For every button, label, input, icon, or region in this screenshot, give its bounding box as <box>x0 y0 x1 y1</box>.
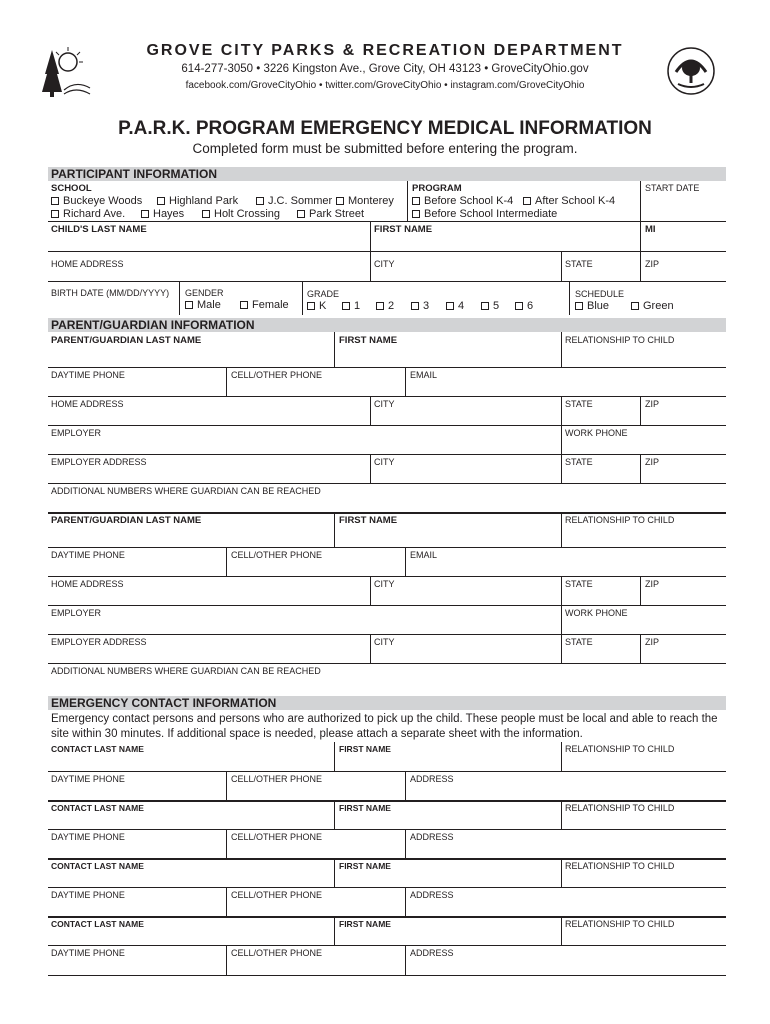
emergency-section-header: EMERGENCY CONTACT INFORMATION <box>48 696 726 710</box>
divider <box>640 634 641 663</box>
checkbox-icon <box>51 210 59 218</box>
guardian1-employer-city-field[interactable]: CITY <box>374 457 395 467</box>
school-option-park-street[interactable]: Park Street <box>297 208 364 221</box>
gender-option-female[interactable]: Female <box>240 299 289 312</box>
divider <box>405 945 406 975</box>
program-option-before-school-intermediate[interactable]: Before School Intermediate <box>412 208 557 221</box>
divider <box>48 576 726 577</box>
school-option-buckeye-woods[interactable]: Buckeye Woods <box>51 195 142 208</box>
guardian1-cell-phone-field[interactable]: CELL/OTHER PHONE <box>231 370 323 380</box>
divider <box>561 858 562 887</box>
child-home-address-field[interactable]: HOME ADDRESS <box>51 259 124 269</box>
org-social: facebook.com/GroveCityOhio • twitter.com/GroveCityOhio • instagram.com/GroveCityOhio <box>185 80 585 91</box>
divider <box>226 829 227 858</box>
guardian2-employer-address-field[interactable]: EMPLOYER ADDRESS <box>51 637 147 647</box>
guardian2-daytime-phone-field[interactable]: DAYTIME PHONE <box>51 550 125 560</box>
guardian2-employer-city-field[interactable]: CITY <box>374 637 395 647</box>
divider <box>226 887 227 916</box>
divider <box>226 945 227 975</box>
divider <box>226 547 227 576</box>
guardian1-first-name-field[interactable]: FIRST NAME <box>339 335 398 346</box>
divider <box>48 454 726 455</box>
program-option-after-school-k4[interactable]: After School K-4 <box>523 195 615 208</box>
contact3-last-name-field[interactable]: CONTACT LAST NAME <box>51 861 144 871</box>
school-option-hayes[interactable]: Hayes <box>141 208 184 221</box>
program-label: PROGRAM <box>412 183 462 194</box>
guardian2-first-name-field[interactable]: FIRST NAME <box>339 515 398 526</box>
contact4-daytime-phone-field[interactable]: DAYTIME PHONE <box>51 948 125 958</box>
checkbox-icon <box>481 302 489 310</box>
gender-label: GENDER <box>185 288 224 298</box>
participant-section-header: PARTICIPANT INFORMATION <box>48 167 726 181</box>
divider <box>48 547 726 548</box>
org-name: GROVE CITY PARKS & RECREATION DEPARTMENT <box>146 42 624 59</box>
checkbox-icon <box>202 210 210 218</box>
grade-option-2[interactable]: 2 <box>376 300 394 313</box>
guardian1-daytime-phone-field[interactable]: DAYTIME PHONE <box>51 370 125 380</box>
guardian2-additional-numbers-field[interactable]: ADDITIONAL NUMBERS WHERE GUARDIAN CAN BE REACHED <box>51 666 321 676</box>
guardian-section-header: PARENT/GUARDIAN INFORMATION <box>48 318 726 332</box>
divider <box>334 332 335 367</box>
form-title: P.A.R.K. PROGRAM EMERGENCY MEDICAL INFORMATION <box>118 118 652 139</box>
checkbox-icon <box>307 302 315 310</box>
divider <box>370 454 371 483</box>
divider <box>569 281 570 315</box>
checkbox-icon <box>412 197 420 205</box>
divider <box>334 742 335 771</box>
divider <box>48 634 726 635</box>
contact3-daytime-phone-field[interactable]: DAYTIME PHONE <box>51 890 125 900</box>
divider <box>640 454 641 483</box>
contact2-cell-phone-field[interactable]: CELL/OTHER PHONE <box>231 832 323 842</box>
divider <box>405 367 406 396</box>
school-option-richard-ave[interactable]: Richard Ave. <box>51 208 125 221</box>
guardian2-zip-field[interactable]: ZIP <box>645 579 660 589</box>
checkbox-icon <box>411 302 419 310</box>
divider <box>370 396 371 425</box>
schedule-label: SCHEDULE <box>575 289 625 299</box>
contact3-cell-phone-field[interactable]: CELL/OTHER PHONE <box>231 890 323 900</box>
divider <box>48 887 726 888</box>
school-option-monterey[interactable]: Monterey <box>336 195 394 208</box>
divider <box>405 887 406 916</box>
divider <box>640 181 641 251</box>
guardian2-email-field[interactable]: EMAIL <box>410 550 438 560</box>
divider <box>48 945 726 946</box>
guardian1-employer-address-field[interactable]: EMPLOYER ADDRESS <box>51 457 147 467</box>
divider <box>48 975 726 976</box>
divider <box>48 251 726 252</box>
divider <box>561 916 562 945</box>
divider <box>405 771 406 800</box>
contact4-address-field[interactable]: ADDRESS <box>410 948 454 958</box>
divider <box>48 800 726 802</box>
divider <box>561 742 562 771</box>
contact4-first-name-field[interactable]: FIRST NAME <box>339 919 391 929</box>
guardian1-employer-field[interactable]: EMPLOYER <box>51 428 102 438</box>
divider <box>48 605 726 606</box>
guardian1-city-field[interactable]: CITY <box>374 399 395 409</box>
divider <box>48 858 726 860</box>
guardian2-work-phone-field[interactable]: WORK PHONE <box>565 608 628 618</box>
guardian1-work-phone-field[interactable]: WORK PHONE <box>565 428 628 438</box>
divider <box>640 576 641 605</box>
divider <box>48 425 726 426</box>
guardian2-state-field[interactable]: STATE <box>565 579 593 589</box>
divider <box>48 663 726 664</box>
grade-option-k[interactable]: K <box>307 300 326 313</box>
guardian2-home-address-field[interactable]: HOME ADDRESS <box>51 579 124 589</box>
divider <box>405 547 406 576</box>
guardian2-city-field[interactable]: CITY <box>374 579 395 589</box>
checkbox-icon <box>515 302 523 310</box>
checkbox-icon <box>523 197 531 205</box>
divider <box>48 512 726 514</box>
grade-option-1[interactable]: 1 <box>342 300 360 313</box>
guardian2-last-name-field[interactable]: PARENT/GUARDIAN LAST NAME <box>51 515 202 526</box>
contact1-cell-phone-field[interactable]: CELL/OTHER PHONE <box>231 774 323 784</box>
org-contact: 614-277-3050 • 3226 Kingston Ave., Grove City, OH 43123 • GroveCityOhio.gov <box>181 63 589 75</box>
school-option-jc-sommer[interactable]: J.C. Sommer <box>256 195 332 208</box>
checkbox-icon <box>376 302 384 310</box>
divider <box>302 281 303 315</box>
contact1-relationship-field[interactable]: RELATIONSHIP TO CHILD <box>565 744 675 754</box>
guardian2-cell-phone-field[interactable]: CELL/OTHER PHONE <box>231 550 323 560</box>
schedule-option-blue[interactable]: Blue <box>575 300 609 313</box>
gender-option-male[interactable]: Male <box>185 299 221 312</box>
child-mi-field[interactable]: MI <box>645 224 656 235</box>
divider <box>370 221 371 251</box>
divider <box>334 916 335 945</box>
contact2-first-name-field[interactable]: FIRST NAME <box>339 803 391 813</box>
contact1-first-name-field[interactable]: FIRST NAME <box>339 744 391 754</box>
guardian1-employer-zip-field[interactable]: ZIP <box>645 457 660 467</box>
child-last-name-field[interactable]: CHILD'S LAST NAME <box>51 224 147 235</box>
guardian1-additional-numbers-field[interactable]: ADDITIONAL NUMBERS WHERE GUARDIAN CAN BE REACHED <box>51 486 321 496</box>
guardian2-employer-field[interactable]: EMPLOYER <box>51 608 102 618</box>
guardian1-last-name-field[interactable]: PARENT/GUARDIAN LAST NAME <box>51 335 202 346</box>
checkbox-icon <box>297 210 305 218</box>
checkbox-icon <box>157 197 165 205</box>
contact1-last-name-field[interactable]: CONTACT LAST NAME <box>51 744 144 754</box>
divider <box>561 800 562 829</box>
school-option-holt-crossing[interactable]: Holt Crossing <box>202 208 280 221</box>
divider <box>48 396 726 397</box>
divider <box>334 800 335 829</box>
divider <box>48 281 726 282</box>
guardian2-employer-state-field[interactable]: STATE <box>565 637 593 647</box>
contact2-address-field[interactable]: ADDRESS <box>410 832 454 842</box>
checkbox-icon <box>240 301 248 309</box>
contact1-address-field[interactable]: ADDRESS <box>410 774 454 784</box>
guardian1-zip-field[interactable]: ZIP <box>645 399 660 409</box>
checkbox-icon <box>446 302 454 310</box>
divider <box>370 576 371 605</box>
contact3-first-name-field[interactable]: FIRST NAME <box>339 861 391 871</box>
divider <box>48 221 726 222</box>
divider <box>370 634 371 663</box>
guardian1-email-field[interactable]: EMAIL <box>410 370 438 380</box>
divider <box>48 916 726 918</box>
checkbox-icon <box>412 210 420 218</box>
divider <box>640 251 641 281</box>
contact2-last-name-field[interactable]: CONTACT LAST NAME <box>51 803 144 813</box>
guardian1-state-field[interactable]: STATE <box>565 399 593 409</box>
guardian2-employer-zip-field[interactable]: ZIP <box>645 637 660 647</box>
schedule-option-green[interactable]: Green <box>631 300 674 313</box>
grade-option-5[interactable]: 5 <box>481 300 499 313</box>
divider <box>561 634 562 663</box>
divider <box>226 367 227 396</box>
divider <box>48 771 726 772</box>
checkbox-icon <box>51 197 59 205</box>
guardian2-relationship-field[interactable]: RELATIONSHIP TO CHILD <box>565 515 675 525</box>
checkbox-icon <box>342 302 350 310</box>
divider <box>48 483 726 484</box>
checkbox-icon <box>575 302 583 310</box>
grade-option-4[interactable]: 4 <box>446 300 464 313</box>
contact4-last-name-field[interactable]: CONTACT LAST NAME <box>51 919 144 929</box>
divider <box>405 829 406 858</box>
emergency-note: Emergency contact persons and persons who are authorized to pick up the child. These people must be local and able to reach the site within 30 minutes. If additional space is needed, please attach a separate sheet with the information. <box>51 713 718 740</box>
grade-label: GRADE <box>307 289 340 299</box>
birth-date-field[interactable]: BIRTH DATE (MM/DD/YYYY) <box>51 288 170 298</box>
program-option-before-school-k4[interactable]: Before School K-4 <box>412 195 513 208</box>
divider <box>48 367 726 368</box>
checkbox-icon <box>185 301 193 309</box>
child-state-field[interactable]: STATE <box>565 259 593 269</box>
contact1-daytime-phone-field[interactable]: DAYTIME PHONE <box>51 774 125 784</box>
divider <box>407 181 408 221</box>
divider <box>334 512 335 547</box>
divider <box>226 771 227 800</box>
divider <box>561 454 562 483</box>
contact2-daytime-phone-field[interactable]: DAYTIME PHONE <box>51 832 125 842</box>
checkbox-icon <box>631 302 639 310</box>
divider <box>640 396 641 425</box>
divider <box>561 251 562 281</box>
form-subtitle: Completed form must be submitted before entering the program. <box>192 141 578 156</box>
divider <box>370 251 371 281</box>
contact3-relationship-field[interactable]: RELATIONSHIP TO CHILD <box>565 861 675 871</box>
child-city-field[interactable]: CITY <box>374 259 395 269</box>
school-label: SCHOOL <box>51 183 92 194</box>
contact4-relationship-field[interactable]: RELATIONSHIP TO CHILD <box>565 919 675 929</box>
contact2-relationship-field[interactable]: RELATIONSHIP TO CHILD <box>565 803 675 813</box>
grade-option-6[interactable]: 6 <box>515 300 533 313</box>
guardian1-home-address-field[interactable]: HOME ADDRESS <box>51 399 124 409</box>
checkbox-icon <box>256 197 264 205</box>
divider <box>48 829 726 830</box>
divider <box>179 281 180 315</box>
divider <box>334 858 335 887</box>
divider <box>561 332 562 367</box>
grade-option-3[interactable]: 3 <box>411 300 429 313</box>
start-date-field[interactable]: START DATE <box>645 183 700 193</box>
grove-city-ohio-seal <box>666 46 716 96</box>
guardian1-relationship-field[interactable]: RELATIONSHIP TO CHILD <box>565 335 675 345</box>
school-option-highland-park[interactable]: Highland Park <box>157 195 238 208</box>
child-zip-field[interactable]: ZIP <box>645 259 660 269</box>
divider <box>561 512 562 547</box>
checkbox-icon <box>141 210 149 218</box>
child-first-name-field[interactable]: FIRST NAME <box>374 224 433 235</box>
guardian1-employer-state-field[interactable]: STATE <box>565 457 593 467</box>
contact3-address-field[interactable]: ADDRESS <box>410 890 454 900</box>
contact4-cell-phone-field[interactable]: CELL/OTHER PHONE <box>231 948 323 958</box>
checkbox-icon <box>336 197 344 205</box>
